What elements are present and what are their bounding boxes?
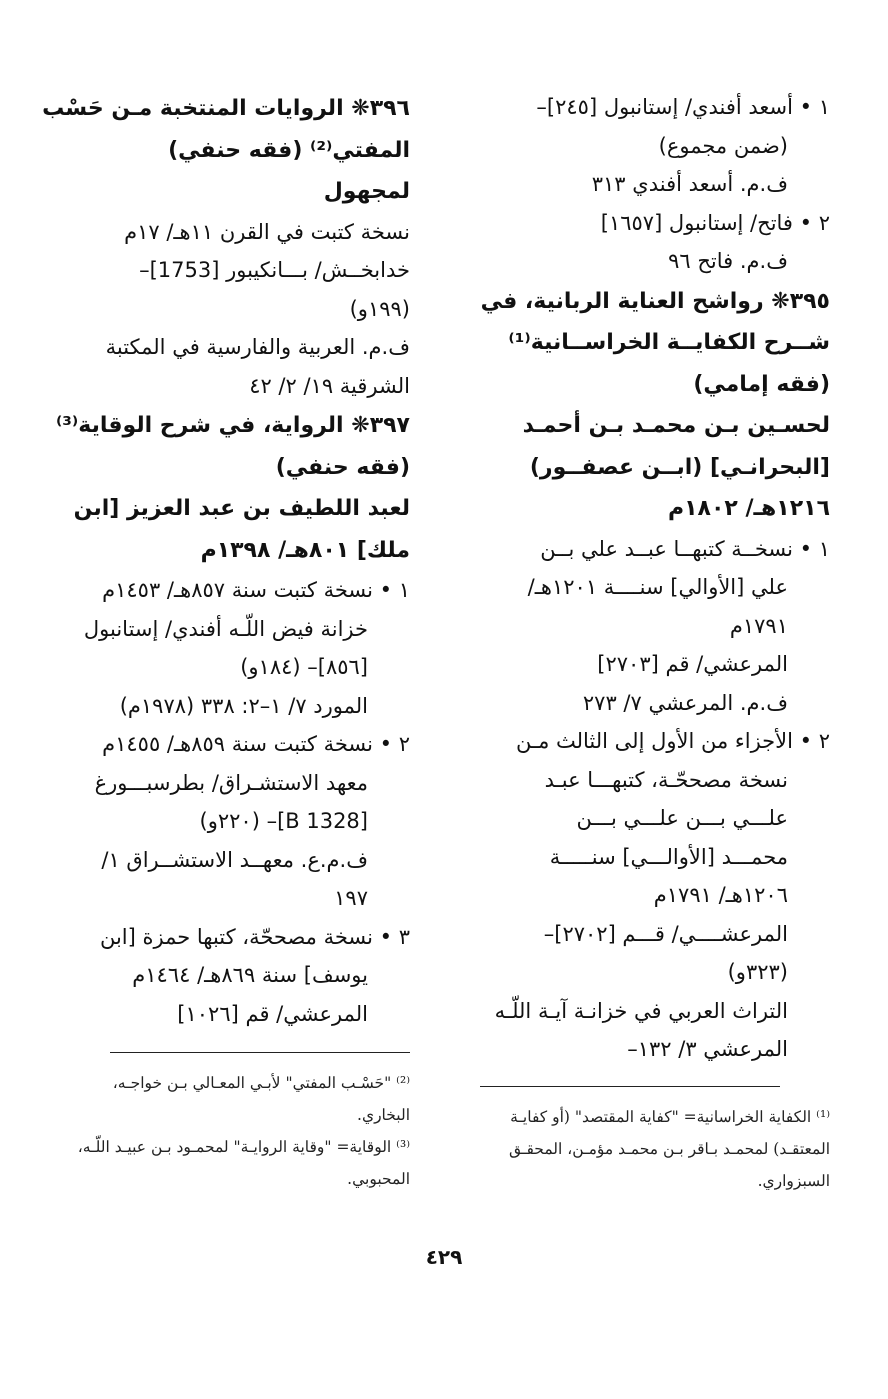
entry-line: ١٢٠٦هـ/ ١٧٩١م: [653, 883, 788, 907]
entry-line: ٢ • فاتح/ إستانبول [١٦٥٧]: [600, 210, 830, 235]
heading-line: لعبد اللطيف بن عبد العزيز [ابن: [73, 496, 410, 521]
page-number: ٤٢٩: [425, 1245, 463, 1269]
footnote-line: ⁽¹⁾ الكفاية الخراسانية= "كفاية المقتصد" (أو كفايـة: [510, 1108, 830, 1126]
footnote-divider: [110, 1052, 410, 1053]
entry-line: ف.م. أسعد أفندي ٣١٣: [591, 172, 788, 196]
heading-line: لمجهول: [323, 179, 410, 204]
entry-line: ٢ • الأجزاء من الأول إلى الثالث مـن: [515, 729, 830, 753]
footnote-line: السبزواري.: [757, 1172, 830, 1190]
entry-line: ف.م. العربية والفارسية في المكتبة: [105, 335, 410, 359]
footnote-line: المحبوبي.: [347, 1170, 410, 1188]
entry-line: خزانة فيض اللّـه أفندي/ إستانبول: [83, 616, 368, 641]
heading-line: لحسـين بـن محمـد بـن أحمـد: [522, 413, 830, 438]
footnote-line: ⁽³⁾ الوقاية= "وقاية الروايـة" لمحمـود بـن عبيـد اللّـه،: [77, 1138, 410, 1156]
footnotes-left: [60, 1052, 410, 1195]
entry-line: المرعشي/ قم [٢٧٠٣]: [597, 652, 788, 676]
entry-line: علـــي بـــن علـــي بـــن: [576, 806, 788, 830]
entry-line: ٢ • نسخة كتبت سنة ٨٥٩هـ/ ١٤٥٥م: [102, 732, 410, 756]
heading-line: ١٢١٦هـ/ ١٨٠٢م: [667, 496, 830, 521]
footnote-line: البخاري.: [357, 1106, 410, 1124]
heading-line: ٣٩٥❋ رواشح العناية الربانية، في: [480, 288, 830, 314]
right-column: [480, 88, 830, 1069]
entry-line: ١ • أسعد أفندي/ إستانبول [٢٤٥]–: [536, 95, 830, 119]
entry-line: ١٧٩١م: [729, 613, 788, 638]
footnotes-right: [480, 1086, 830, 1197]
heading-line: ملك] ٨٠١هـ/ ١٣٩٨م: [200, 537, 410, 563]
entry-line: المرعشي/ قم [١٠٢٦]: [177, 1001, 368, 1026]
entry-line: ١ • نسخــة كتبهــا عبــد علي بــن: [540, 536, 830, 561]
footnote-line: ⁽²⁾ "حَسْـب المفتي" لأبـي المعـالي بـن خواجـه،: [112, 1074, 410, 1092]
entry-line: معهد الاستشـراق/ بطرسبـــورغ: [94, 770, 368, 795]
left-column: [42, 88, 410, 1033]
heading-line: ٣٩٦❋ الروايات المنتخبة مـن حَسْب: [42, 96, 410, 121]
entry-line: المرعشي ٣/ ١٣٢–: [627, 1037, 788, 1061]
heading-line: (فقه إمامي): [693, 371, 830, 397]
entry-line: [٨٥٦]– (١٨٤و): [240, 655, 368, 679]
entry-line: ١٩٧: [334, 886, 368, 910]
entry-line: (٣٢٣و): [727, 960, 788, 984]
heading-line: [البحرانـي] (ابــن عصفــور): [529, 454, 830, 480]
entry-line: ٣ • نسخة مصححّة، كتبها حمزة [ابن: [99, 924, 410, 949]
entry-line: علي [الأوالي] سنــــة ١٢٠١هـ/: [527, 575, 788, 599]
entry-line: ف.م.ع. معهــد الاستشــراق ١/: [101, 847, 368, 872]
entry-line: المرعشــــي/ قـــم [٢٧٠٢]–: [543, 921, 788, 946]
heading-line: (فقه حنفي): [275, 454, 410, 480]
heading-line: المفتي⁽²⁾ (فقه حنفي): [168, 137, 410, 163]
entry-line: الشرقية ١٩/ ٢/ ٤٢: [249, 373, 410, 398]
entry-line: خدابخــش/ بـــانكيبور [1753]–: [139, 258, 410, 282]
footnote-line: المعتقـد) لمحمـد بـاقر بـن محمـد مؤمـن، المحقـق: [509, 1140, 830, 1158]
heading-line: شــرح الكفايــة الخراســانية⁽¹⁾: [508, 330, 830, 355]
entry-line: محمـــد [الأوالـــي] سنـــــة: [549, 844, 788, 869]
heading-line: ٣٩٧❋ الرواية، في شرح الوقاية⁽³⁾: [55, 413, 410, 438]
entry-line: (ضمن مجموع): [658, 133, 788, 158]
entry-line: (١٩٩و): [349, 296, 410, 321]
entry-line: ف.م. فاتح ٩٦: [668, 249, 788, 273]
entry-line: نسخة كتبت في القرن ١١هـ/ ١٧م: [124, 219, 410, 244]
entry-line: ١ • نسخة كتبت سنة ٨٥٧هـ/ ١٤٥٣م: [102, 578, 410, 602]
entry-line: ف.م. المرعشي ٧/ ٢٧٣: [582, 690, 788, 715]
entry-line: نسخة مصححّـة، كتبهـــا عبـد: [544, 767, 788, 792]
entry-line: المورد ٧/ ١–٢: ٣٣٨ (١٩٧٨م): [119, 693, 368, 718]
entry-line: يوسف] سنة ٨٦٩هـ/ ١٤٦٤م: [132, 963, 368, 987]
entry-line: [B 1328]– (٢٢٠و): [199, 809, 368, 833]
entry-line: التراث العربي في خزانـة آيـة اللّـه: [494, 998, 788, 1023]
footnote-divider: [480, 1086, 780, 1087]
